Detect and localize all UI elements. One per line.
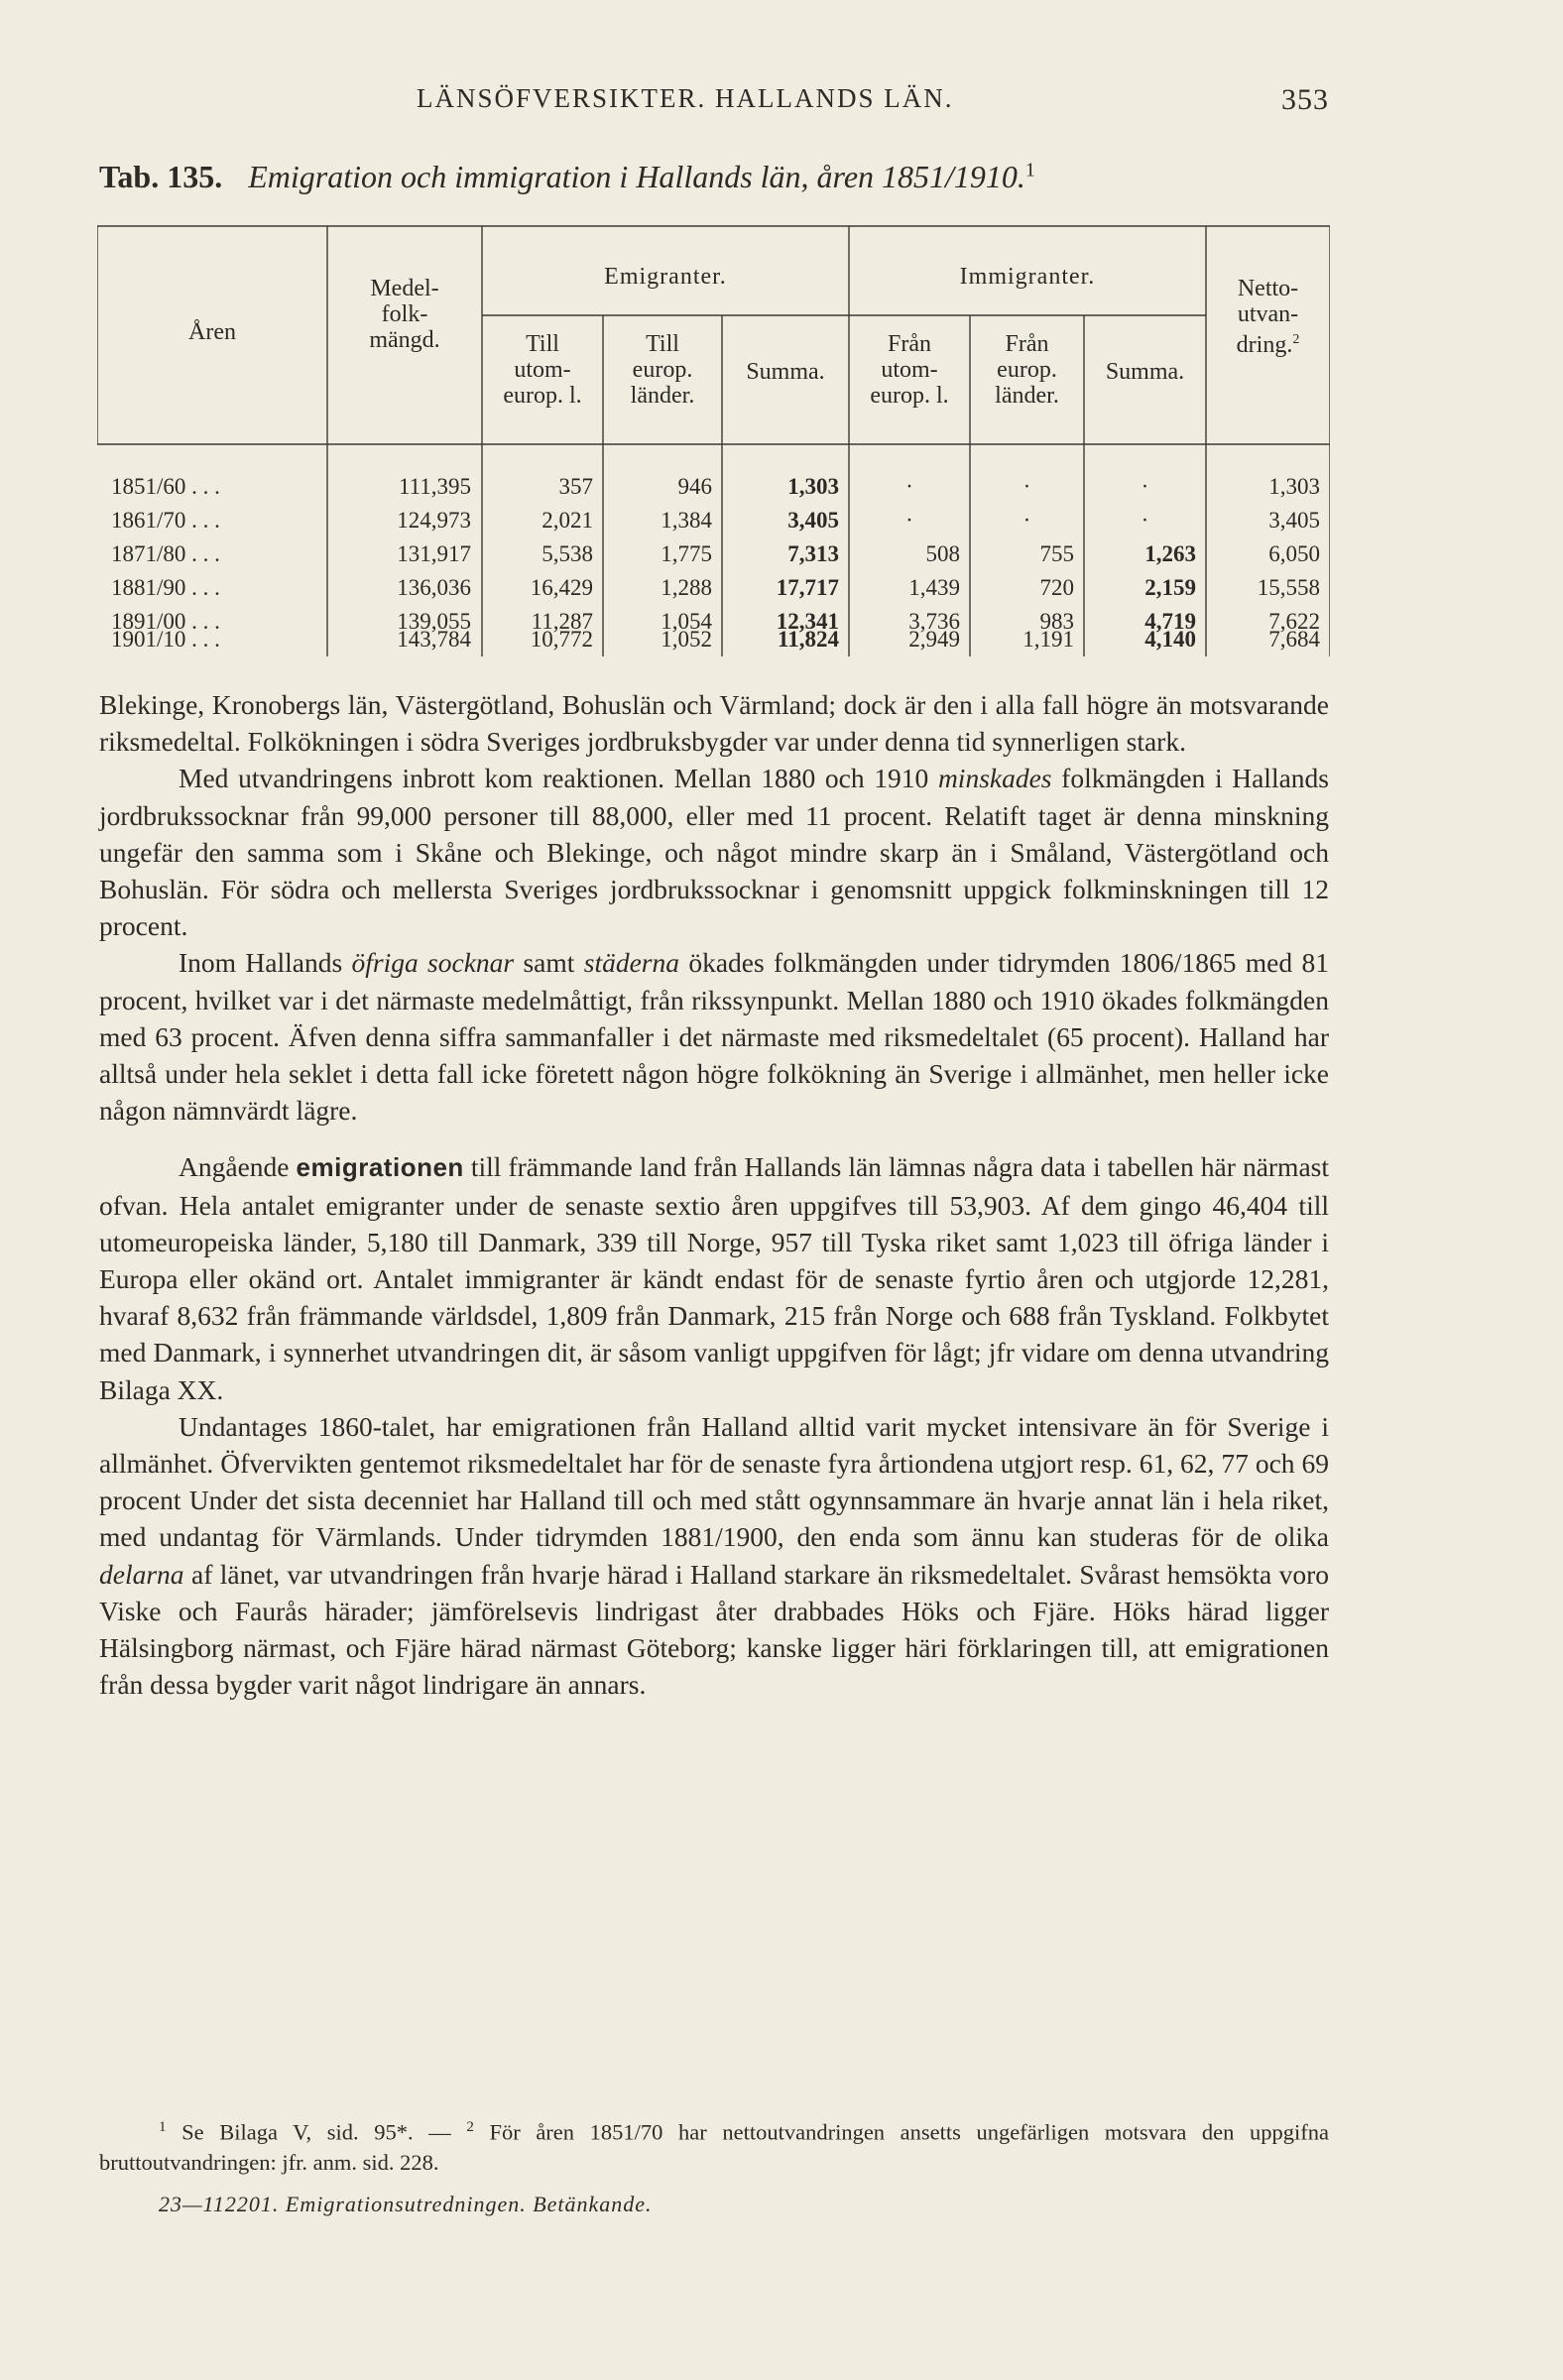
table-title-footnote-mark: 1 bbox=[1024, 159, 1035, 181]
cell-period: 1871/80 . . . bbox=[111, 541, 220, 566]
header-line: Till bbox=[646, 331, 679, 357]
cell-immig-non-european: · bbox=[905, 508, 913, 533]
cell-population: 124,973 bbox=[397, 508, 471, 533]
footnotes bbox=[99, 2112, 1329, 2178]
header-to-european bbox=[603, 331, 722, 409]
emphasis: delarna bbox=[99, 1558, 184, 1590]
page-number: 353 bbox=[1281, 83, 1329, 116]
header-immigrants: Immigranter. bbox=[959, 264, 1096, 290]
footnote-text: Se Bilaga V, sid. 95*. — bbox=[166, 2119, 467, 2145]
paragraph bbox=[99, 1148, 1329, 1407]
cell-net: 6,050 bbox=[1268, 541, 1320, 566]
cell-population: 143,784 bbox=[397, 627, 471, 652]
emphasis: öfriga socknar bbox=[351, 947, 515, 979]
paragraph bbox=[99, 760, 1329, 944]
cell-immig-european: 720 bbox=[1039, 575, 1074, 600]
header-line: europ. l. bbox=[503, 383, 582, 409]
cell-emig-sum: 17,717 bbox=[776, 575, 839, 600]
cell-emig-non-european: 10,772 bbox=[530, 627, 593, 652]
header-line: utom- bbox=[881, 357, 938, 383]
header-years: Åren bbox=[188, 319, 236, 345]
cell-emig-european: 946 bbox=[677, 474, 712, 499]
text-run: Angående bbox=[179, 1151, 297, 1183]
cell-immig-european: 1,191 bbox=[1022, 627, 1074, 652]
cell-emig-non-european: 2,021 bbox=[541, 508, 593, 533]
body-text bbox=[99, 686, 1329, 1703]
table-row bbox=[97, 470, 1330, 504]
text-run: till främmande land från Hallands län lämnas några data i tabellen här närmast ofvan. Hela antalet emigranter under de senaste sextio åren uppgifves till 53,903. Af dem gingo 46,404 till utomeuropeiska länder, 5,180 till Danmark, 339 till Norge, 957 till Tyska riket samt 1,023 till öfriga länder i Europa eller okänd ort. Antalet immigranter är kändt endast för de senaste fyrtio åren och utgjorde 12,281, hvaraf 8,632 från främmande världsdel, 1,809 från Danmark, 215 från Norge och 688 från Tyskland. Folkbytet med Danmark, i synnerhet utvandringen dit, är såsom vanligt uppgifven för lågt; jfr vidare om denna utvandring Bilaga XX. bbox=[99, 1151, 1329, 1405]
header-line: Till bbox=[526, 331, 559, 357]
text-run: ökades folkmängden under tidrymden 1806/1865 med 81 procent, hvilket var i det närmaste medelmåttigt, från rikssynpunkt. Mellan 1880 och 1910 ökades folkmängden med 63 procent. Äfven denna siffra sammanfaller i det närmaste med riksmedeltalet (65 procent). Halland har alltså under hela seklet i detta fall icke företett någon högre folkökning än Sverige i allmänhet, men heller icke någon nämnvärdt lägre. bbox=[99, 947, 1329, 1127]
table-row bbox=[97, 504, 1330, 537]
header-net-emigration bbox=[1206, 276, 1330, 358]
cell-immig-sum: · bbox=[1141, 474, 1149, 499]
cell-emig-european: 1,052 bbox=[661, 627, 712, 652]
paragraph: Blekinge, Kronobergs län, Västergötland, Bohuslän och Värmland; dock är den i alla fall högre än motsvarande riksmedeltal. Folkökningen i södra Sveriges jordbruksbygder var under denna tid synnerligen stark. bbox=[99, 689, 1329, 758]
header-population-line: mängd. bbox=[369, 327, 440, 353]
cell-emig-sum: 3,405 bbox=[787, 508, 839, 533]
cell-net: 15,558 bbox=[1257, 575, 1320, 600]
cell-period: 1851/60 . . . bbox=[111, 474, 220, 499]
cell-emig-non-european: 5,538 bbox=[541, 541, 593, 566]
emphasis: minskades bbox=[937, 763, 1052, 794]
cell-emig-sum: 7,313 bbox=[787, 541, 839, 566]
footnote-spacer bbox=[99, 2120, 159, 2145]
cell-immig-european: · bbox=[1022, 508, 1031, 533]
footnote-text: För åren 1851/70 har nettoutvandringen ansetts ungefärligen motsvara den uppgifna bruttoutvandringen: jfr. anm. sid. 228. bbox=[99, 2119, 1329, 2175]
header-emigrants: Emigranter. bbox=[604, 264, 727, 290]
cell-emig-non-european: 16,429 bbox=[530, 575, 593, 600]
footnote-rule bbox=[99, 2073, 1329, 2074]
cell-immig-non-european: 2,949 bbox=[908, 627, 960, 652]
cell-immig-sum: 1,263 bbox=[1144, 541, 1196, 566]
cell-immig-non-european: 1,439 bbox=[908, 575, 960, 600]
emphasis: städerna bbox=[583, 947, 679, 979]
header-line: Från bbox=[888, 331, 931, 357]
printer-imprint: 23—112201. Emigrationsutredningen. Betänkande. bbox=[159, 2192, 653, 2216]
cell-immig-non-european: 508 bbox=[925, 541, 960, 566]
text-run: Inom Hallands bbox=[179, 947, 352, 979]
cell-immig-non-european: · bbox=[905, 474, 913, 499]
cell-immig-non-european: 3,736 bbox=[908, 609, 960, 634]
statistics-table bbox=[97, 220, 1330, 662]
cell-emig-sum: 1,303 bbox=[787, 474, 839, 499]
text-run: af länet, var utvandringen från hvarje härad i Halland starkare än riksmedeltalet. Svårast hemsökta voro Viske och Faurås härader; jämförelsevis lindrigast åter drabbades Höks och Fjäre. Höks härad ligger Hälsingborg närmast, och Fjäre härad närmast Göteborg; kanske ligger häri förklaringen till, att emigrationen från dessa bygder varit något lindrigare än annars. bbox=[99, 1558, 1329, 1701]
cell-net: 3,405 bbox=[1268, 508, 1320, 533]
cell-net: 7,622 bbox=[1268, 609, 1320, 634]
header-from-non-european bbox=[849, 331, 970, 409]
cell-period: 1901/10 . . . bbox=[111, 627, 220, 652]
header-population bbox=[327, 276, 482, 353]
header-line: Från bbox=[1005, 331, 1049, 357]
table-caption: Emigration och immigration i Hallands län, åren 1851/1910. bbox=[248, 159, 1025, 194]
cell-immig-european: 755 bbox=[1039, 541, 1074, 566]
paragraph bbox=[99, 944, 1329, 1129]
cell-emig-non-european: 357 bbox=[558, 474, 593, 499]
cell-immig-sum: · bbox=[1141, 508, 1149, 533]
cell-period: 1861/70 . . . bbox=[111, 508, 220, 533]
cell-immig-european: 983 bbox=[1039, 609, 1074, 634]
paragraph-gap bbox=[99, 1129, 1329, 1148]
table-row bbox=[97, 537, 1330, 571]
cell-population: 139,055 bbox=[397, 609, 471, 634]
paragraph bbox=[99, 1408, 1329, 1704]
cell-immig-sum: 2,159 bbox=[1144, 575, 1196, 600]
cell-net: 7,684 bbox=[1268, 627, 1320, 652]
running-title: LÄNSÖFVERSIKTER. HALLANDS LÄN. bbox=[417, 83, 954, 113]
cell-population: 131,917 bbox=[397, 541, 471, 566]
header-from-european bbox=[970, 331, 1084, 409]
header-line: utvan- bbox=[1237, 301, 1299, 327]
text-run: Med utvandringens inbrott kom reaktionen. Mellan 1880 och 1910 bbox=[179, 763, 938, 794]
text-run: Undantages 1860-talet, har emigrationen från Halland alltid varit mycket intensivare än för Sverige i allmänhet. Öfvervikten gentemot riksmedeltalet har för de senaste fyra årtiondena utgjort resp. 61, 62, 77 och 69 procent Under det sista decenniet har Halland till och med stått ogynnsammare än hvarje annat län i hela riket, med undantag för Värmlands. Under tidrymden 1881/1900, den enda som ännu kan studeras för de olika bbox=[99, 1410, 1329, 1553]
header-line: Netto- bbox=[1237, 276, 1299, 301]
text-run: folkmängden i Hallands jordbrukssocknar från 99,000 personer till 88,000, eller med 11 procent. Relatift taget är denna minskning ungefär den samma som i Skåne och Blekinge, och något mindre skarp än i Småland, Västergötland och Bohuslän. För södra och mellersta Sveriges jordbrukssocknar i genomsnitt uppgick folkminskningen till 12 procent. bbox=[99, 763, 1329, 942]
header-net-footnote-mark: 2 bbox=[1292, 332, 1300, 347]
cell-emig-european: 1,384 bbox=[661, 508, 712, 533]
running-header bbox=[99, 83, 1329, 123]
cell-immig-european: · bbox=[1022, 474, 1031, 499]
header-line: europ. l. bbox=[870, 383, 949, 409]
footnote-mark: 1 bbox=[159, 2119, 167, 2135]
table-title bbox=[99, 159, 1035, 195]
header-population-line: folk- bbox=[381, 301, 428, 327]
cell-period: 1881/90 . . . bbox=[111, 575, 220, 600]
bold-term: emigrationen bbox=[296, 1152, 464, 1183]
footnote-mark: 2 bbox=[466, 2119, 474, 2135]
table-number: Tab. 135. bbox=[99, 159, 223, 194]
header-emigrant-sum: Summa. bbox=[746, 359, 825, 385]
cell-net: 1,303 bbox=[1268, 474, 1320, 499]
table-row bbox=[97, 623, 1330, 656]
cell-emig-european: 1,288 bbox=[661, 575, 712, 600]
header-line: dring. bbox=[1236, 332, 1293, 358]
cell-period: 1891/00 . . . bbox=[111, 609, 220, 634]
cell-population: 111,395 bbox=[398, 474, 471, 499]
cell-population: 136,036 bbox=[397, 575, 471, 600]
header-line: utom- bbox=[514, 357, 571, 383]
header-to-non-european bbox=[482, 331, 603, 409]
header-line: länder. bbox=[995, 383, 1059, 409]
cell-emig-non-european: 11,287 bbox=[531, 609, 593, 634]
table-row bbox=[97, 571, 1330, 605]
header-line: länder. bbox=[630, 383, 695, 409]
cell-emig-european: 1,775 bbox=[661, 541, 712, 566]
text-run: samt bbox=[514, 947, 584, 979]
header-line: europ. bbox=[997, 357, 1057, 383]
cell-emig-european: 1,054 bbox=[661, 609, 712, 634]
header-immigrant-sum: Summa. bbox=[1105, 359, 1185, 385]
cell-emig-sum: 12,341 bbox=[776, 609, 839, 634]
cell-immig-sum: 4,140 bbox=[1144, 627, 1196, 652]
header-line: europ. bbox=[632, 357, 693, 383]
header-population-line: Medel- bbox=[370, 276, 439, 301]
cell-immig-sum: 4,719 bbox=[1144, 609, 1196, 634]
cell-emig-sum: 11,824 bbox=[778, 627, 839, 652]
